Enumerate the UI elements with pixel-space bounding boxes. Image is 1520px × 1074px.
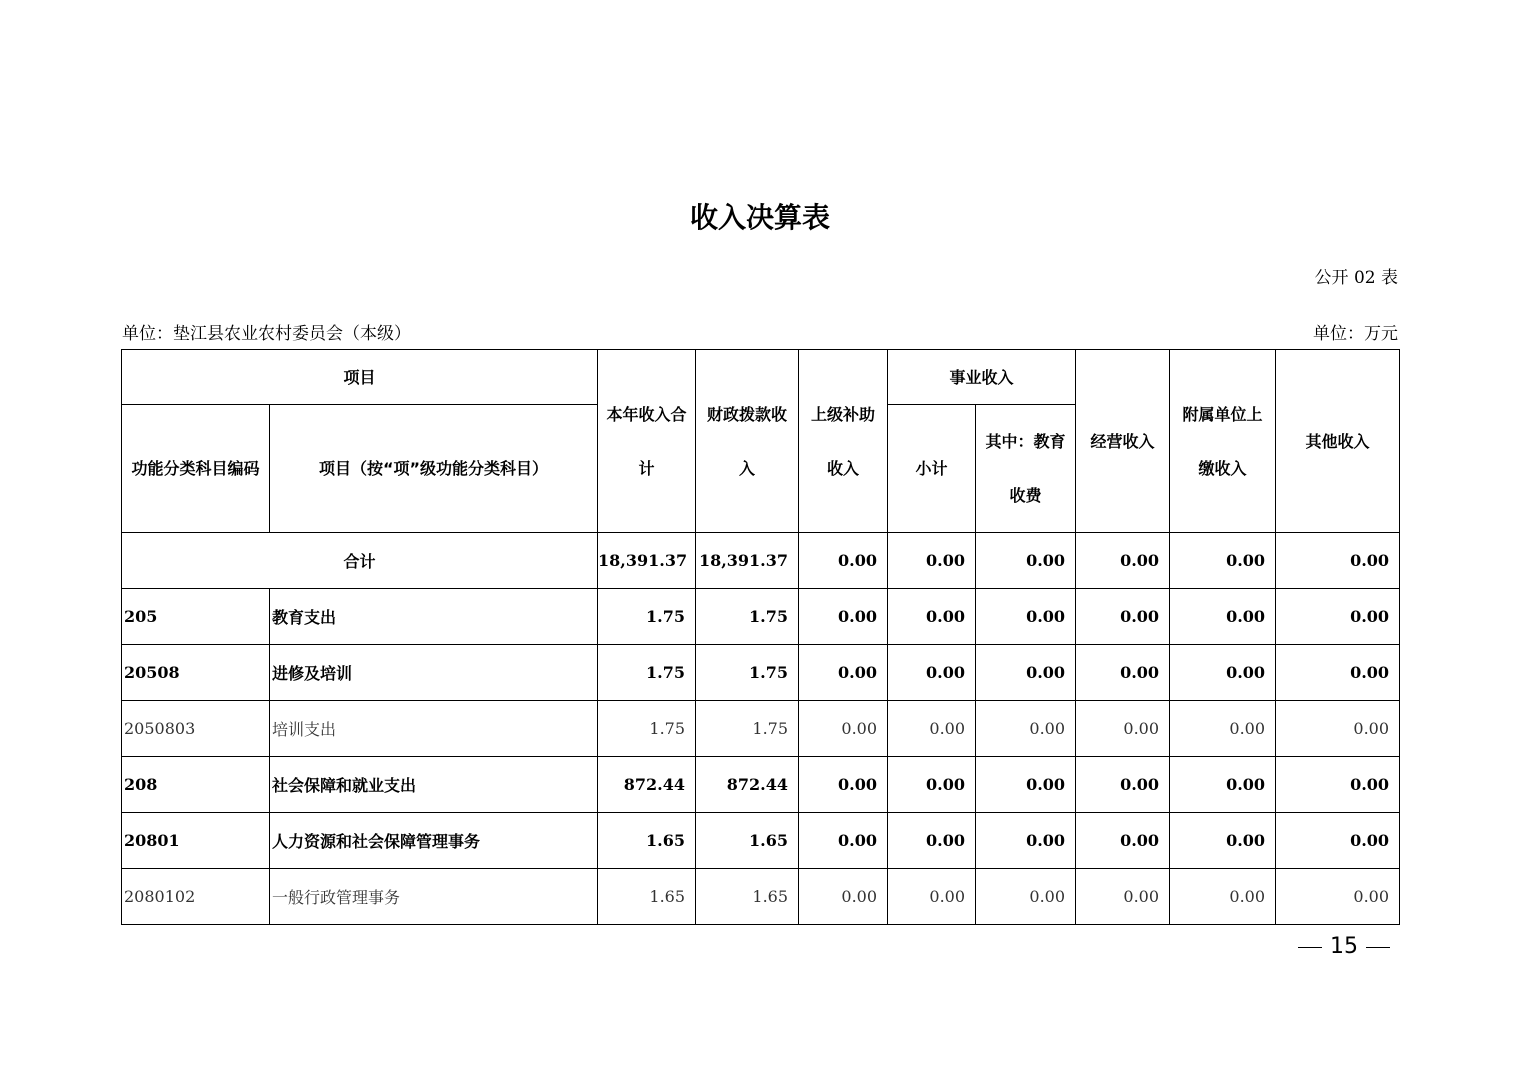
page-number (1290, 934, 1398, 959)
currency-unit: 单位：万元 (1313, 324, 1398, 344)
row-name: 进修及培训 (270, 645, 598, 701)
row-value: 0.00 (1076, 701, 1170, 757)
total-value: 18,391.37 (696, 533, 799, 589)
row-name: 社会保障和就业支出 (270, 757, 598, 813)
table-row (122, 589, 1400, 645)
header-item-name: 项目（按“项”级功能分类科目） (270, 405, 598, 533)
row-value: 1.65 (598, 869, 696, 925)
row-value: 0.00 (1076, 869, 1170, 925)
total-value: 0.00 (1276, 533, 1400, 589)
row-value: 1.65 (598, 813, 696, 869)
row-value: 0.00 (1076, 813, 1170, 869)
table-row (122, 757, 1400, 813)
page-number-value: 15 (1330, 934, 1358, 959)
row-name: 培训支出 (270, 701, 598, 757)
table-row (122, 701, 1400, 757)
header-superior-subsidy: 上级补助 收入 (799, 350, 888, 533)
row-value: 1.75 (696, 645, 799, 701)
row-value: 0.00 (1170, 645, 1276, 701)
row-value: 0.00 (1076, 757, 1170, 813)
dash-left (1298, 947, 1322, 948)
total-value: 0.00 (976, 533, 1076, 589)
row-value: 0.00 (976, 813, 1076, 869)
total-value: 0.00 (888, 533, 976, 589)
row-value: 1.75 (598, 701, 696, 757)
header-item-group: 项目 (122, 350, 598, 405)
row-code: 20508 (122, 645, 270, 701)
header-other-income: 其他收入 (1276, 350, 1400, 533)
row-value: 1.75 (598, 589, 696, 645)
row-value: 0.00 (1170, 589, 1276, 645)
header-func-code: 功能分类科目编码 (122, 405, 270, 533)
row-value: 1.75 (598, 645, 696, 701)
header-affiliated-income: 附属单位上 缴收入 (1170, 350, 1276, 533)
page-title: 收入决算表 (689, 201, 830, 234)
row-value: 872.44 (696, 757, 799, 813)
table-row (122, 645, 1400, 701)
row-value: 0.00 (799, 869, 888, 925)
total-value: 0.00 (799, 533, 888, 589)
row-code: 208 (122, 757, 270, 813)
row-value: 0.00 (1170, 701, 1276, 757)
row-value: 0.00 (799, 589, 888, 645)
row-value: 0.00 (1276, 869, 1400, 925)
table-row (122, 869, 1400, 925)
row-value: 1.65 (696, 869, 799, 925)
income-final-accounts-table (121, 349, 1400, 925)
row-code: 205 (122, 589, 270, 645)
header-total-income: 本年收入合 计 (598, 350, 696, 533)
row-value: 872.44 (598, 757, 696, 813)
row-value: 0.00 (799, 701, 888, 757)
row-value: 0.00 (1170, 813, 1276, 869)
total-value: 18,391.37 (598, 533, 696, 589)
row-value: 0.00 (1076, 645, 1170, 701)
row-value: 0.00 (976, 869, 1076, 925)
row-value: 0.00 (888, 701, 976, 757)
row-value: 0.00 (1276, 589, 1400, 645)
header-fiscal-appropriation: 财政拨款收 入 (696, 350, 799, 533)
reporting-unit: 单位：垫江县农业农村委员会（本级） (122, 324, 411, 344)
header-business-income: 事业收入 (888, 350, 1076, 405)
row-value: 0.00 (888, 645, 976, 701)
row-name: 一般行政管理事务 (270, 869, 598, 925)
row-value: 0.00 (799, 757, 888, 813)
total-label: 合计 (122, 533, 598, 589)
row-value: 0.00 (888, 589, 976, 645)
row-value: 1.75 (696, 701, 799, 757)
table-row (122, 813, 1400, 869)
row-code: 20801 (122, 813, 270, 869)
row-value: 0.00 (1076, 589, 1170, 645)
row-value: 0.00 (1276, 701, 1400, 757)
row-value: 0.00 (976, 701, 1076, 757)
row-name: 教育支出 (270, 589, 598, 645)
dash-right (1366, 947, 1390, 948)
row-value: 0.00 (1276, 645, 1400, 701)
row-value: 0.00 (1170, 757, 1276, 813)
header-subtotal: 小计 (888, 405, 976, 533)
row-value: 0.00 (888, 813, 976, 869)
form-number: 公开 02 表 (1314, 268, 1398, 288)
total-value: 0.00 (1170, 533, 1276, 589)
row-value: 1.65 (696, 813, 799, 869)
row-value: 0.00 (799, 645, 888, 701)
row-value: 0.00 (888, 869, 976, 925)
row-value: 0.00 (976, 589, 1076, 645)
row-value: 0.00 (1276, 757, 1400, 813)
row-value: 0.00 (1276, 813, 1400, 869)
row-code: 2050803 (122, 701, 270, 757)
total-value: 0.00 (1076, 533, 1170, 589)
row-value: 0.00 (976, 757, 1076, 813)
total-row (122, 533, 1400, 589)
row-value: 0.00 (888, 757, 976, 813)
row-value: 0.00 (1170, 869, 1276, 925)
row-name: 人力资源和社会保障管理事务 (270, 813, 598, 869)
header-edu-fee: 其中：教育 收费 (976, 405, 1076, 533)
row-code: 2080102 (122, 869, 270, 925)
header-operating-income: 经营收入 (1076, 350, 1170, 533)
row-value: 0.00 (976, 645, 1076, 701)
row-value: 1.75 (696, 589, 799, 645)
row-value: 0.00 (799, 813, 888, 869)
